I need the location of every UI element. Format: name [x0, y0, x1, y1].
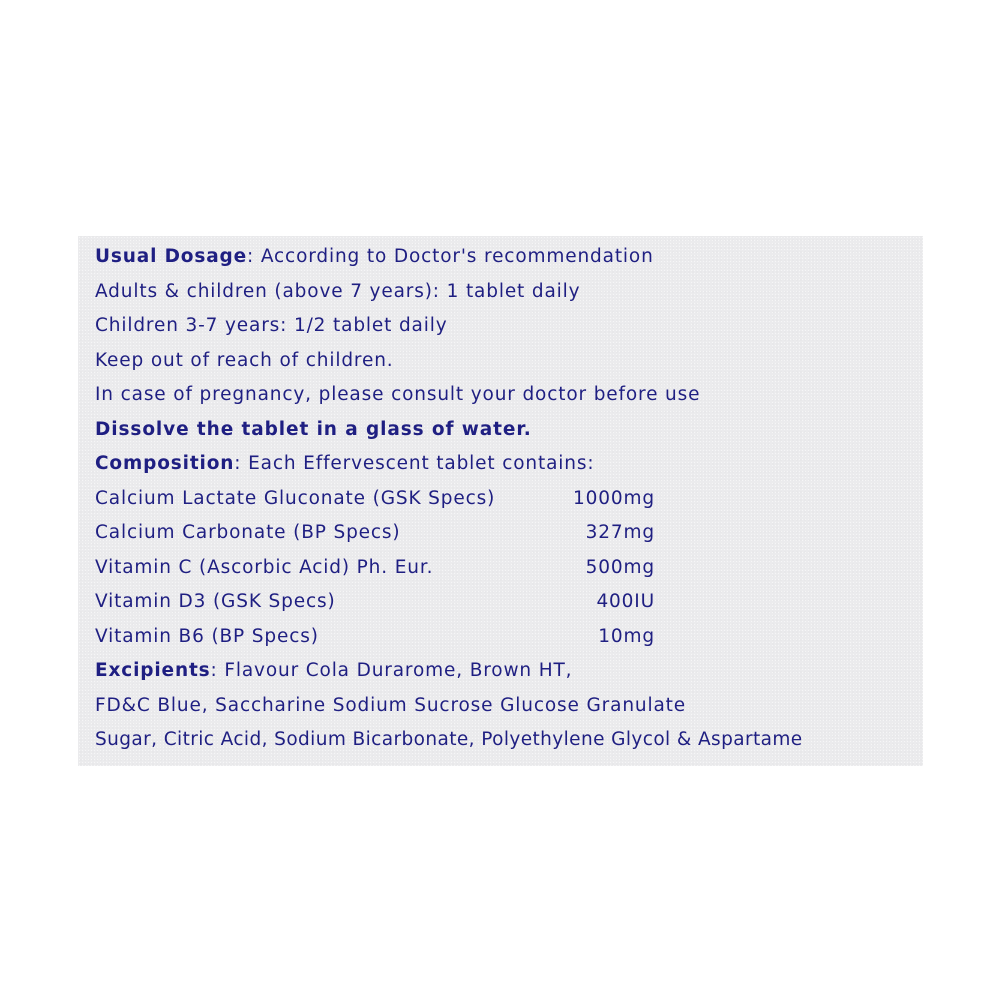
composition-item	[95, 620, 921, 655]
composition-text: : Each Effervescent tablet contains:	[234, 453, 595, 474]
ingredient-amount: 1000mg	[573, 487, 655, 509]
composition-item	[95, 482, 921, 517]
dosage-line	[95, 240, 921, 275]
composition-item	[95, 585, 921, 620]
ingredient-name: Calcium Carbonate (BP Specs)	[95, 522, 401, 543]
ingredient-name: Calcium Lactate Gluconate (GSK Specs)	[95, 487, 496, 509]
dosage-adults: Adults & children (above 7 years): 1 tablet daily	[95, 280, 581, 302]
excipients-label: Excipients	[95, 660, 211, 681]
dosage-label: Usual Dosage	[95, 246, 248, 267]
ingredient-amount: 327mg	[585, 522, 655, 543]
excipients-line	[95, 654, 921, 689]
ingredient-amount: 500mg	[585, 556, 655, 578]
dosage-text: : According to Doctor's recommendation	[247, 246, 654, 267]
ingredient-name: Vitamin C (Ascorbic Acid) Ph. Eur.	[95, 556, 434, 578]
dissolve-instruction: Dissolve the tablet in a glass of water.	[95, 418, 532, 440]
ingredient-name: Vitamin D3 (GSK Specs)	[95, 591, 336, 612]
excipients-line-3: Sugar, Citric Acid, Sodium Bicarbonate, Polyethylene Glycol & Aspartame	[95, 729, 803, 750]
label-text-block	[95, 240, 921, 758]
composition-item	[95, 516, 921, 551]
composition-item	[95, 551, 921, 586]
ingredient-name: Vitamin B6 (BP Specs)	[95, 625, 319, 647]
warning-reach: Keep out of reach of children.	[95, 349, 394, 371]
composition-line	[95, 447, 921, 482]
warning-pregnancy: In case of pregnancy, please consult your doctor before use	[95, 384, 701, 405]
dosage-children: Children 3-7 years: 1/2 tablet daily	[95, 315, 448, 336]
ingredient-amount: 400IU	[596, 591, 655, 612]
composition-label: Composition	[95, 453, 235, 474]
ingredient-amount: 10mg	[598, 625, 655, 647]
excipients-text: : Flavour Cola Durarome, Brown HT,	[210, 660, 573, 681]
excipients-line-2: FD&C Blue, Saccharine Sodium Sucrose Glucose Granulate	[95, 694, 686, 716]
